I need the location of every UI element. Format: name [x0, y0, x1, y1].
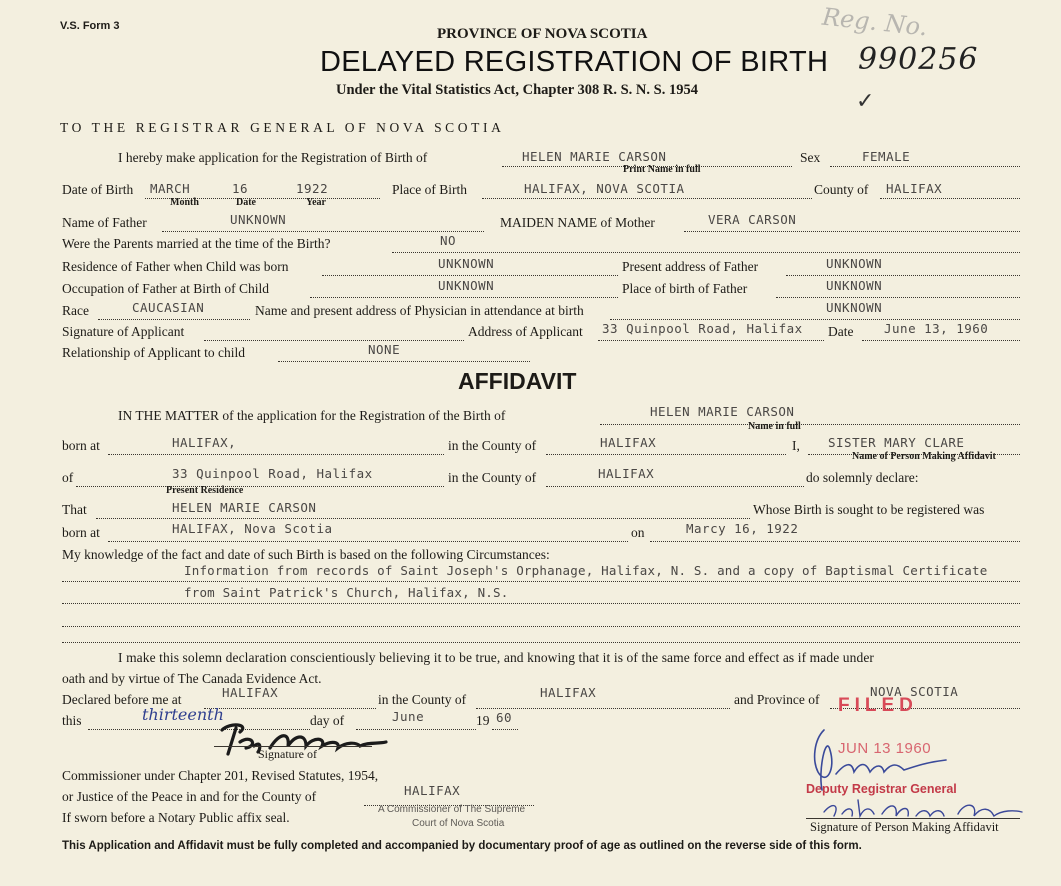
filed-stamp-office: Deputy Registrar General — [806, 782, 957, 796]
born-at2-value: HALIFAX, Nova Scotia — [172, 521, 333, 536]
circumstances-line-2: from Saint Patrick's Church, Halifax, N.S. — [184, 585, 509, 600]
filed-stamp: FILED — [838, 695, 918, 716]
province-label: and Province of — [734, 692, 820, 707]
married-label: Were the Parents married at the time of the Birth? — [62, 236, 331, 251]
applicant-address-value: 33 Quinpool Road, Halifax — [602, 321, 803, 336]
deponent-name: SISTER MARY CLARE — [828, 435, 965, 450]
in-county2-label: in the County of — [448, 470, 537, 485]
in-county-label: in the County of — [448, 438, 537, 453]
province-header: PROVINCE OF NOVA SCOTIA — [437, 26, 648, 42]
signature-applicant-label: Signature of Applicant — [62, 324, 185, 339]
province-value: NOVA SCOTIA — [870, 684, 959, 699]
dob-year-value: 1922 — [296, 181, 329, 196]
month-caption: Month — [170, 197, 199, 208]
addressee: TO THE REGISTRAR GENERAL OF NOVA SCOTIA — [60, 120, 505, 135]
sex-value: FEMALE — [862, 149, 911, 164]
father-present-label: Present address of Father — [622, 259, 759, 274]
solemn-declaration-line-1: I make this solemn declaration conscientiously believing it to be true, and knowing that it is of the same force and effect as if made under — [118, 650, 875, 665]
physician-label: Name and present address of Physician in attendance at birth — [255, 303, 584, 318]
born-at-value: HALIFAX, — [172, 435, 237, 450]
in-county3-value: HALIFAX — [540, 685, 597, 700]
filed-stamp-date: JUN 13 1960 — [838, 740, 932, 757]
month-written-value: June — [392, 709, 425, 724]
form-subtitle: Under the Vital Statistics Act, Chapter 308 R. S. N. S. 1954 — [336, 82, 698, 98]
declare-text: do solemnly declare: — [806, 470, 919, 485]
declared-at-value: HALIFAX — [222, 685, 279, 700]
relationship-label: Relationship of Applicant to child — [62, 345, 245, 360]
child-name-value: HELEN MARIE CARSON — [522, 149, 667, 164]
race-value: CAUCASIAN — [132, 300, 205, 315]
county-label: County of — [814, 182, 869, 197]
place-of-birth-value: HALIFAX, NOVA SCOTIA — [524, 181, 685, 196]
declared-before-label: Declared before me at — [62, 692, 182, 707]
solemn-declaration-line-2: oath and by virtue of The Canada Evidence Act. — [62, 671, 322, 686]
notary-line: If sworn before a Notary Public affix seal. — [62, 810, 290, 825]
of-label: of — [62, 470, 74, 485]
commissioner-stamp-line-2: Court of Nova Scotia — [412, 818, 505, 829]
check-mark-icon: ✓ — [856, 88, 875, 113]
i-label: I, — [792, 438, 800, 453]
year-prefix: 19 — [476, 713, 490, 728]
year-suffix-value: 60 — [496, 710, 513, 725]
date-caption: Date — [236, 197, 256, 208]
married-value: NO — [440, 233, 457, 248]
in-county2-value: HALIFAX — [598, 466, 655, 481]
father-residence-value: UNKNOWN — [438, 256, 495, 271]
dob-label: Date of Birth — [62, 182, 134, 197]
father-birthplace-label: Place of birth of Father — [622, 281, 748, 296]
dob-day-value: 16 — [232, 181, 249, 196]
county-value: HALIFAX — [886, 181, 943, 196]
father-birthplace-value: UNKNOWN — [826, 278, 883, 293]
on-label: on — [631, 525, 645, 540]
knowledge-text: My knowledge of the fact and date of such Birth is based on the following Circumstances: — [62, 547, 550, 562]
this-label: this — [62, 713, 82, 728]
on-date-value: Marcy 16, 1922 — [686, 521, 799, 536]
affidavit-heading: AFFIDAVIT — [458, 368, 577, 394]
affidavit-child-name: HELEN MARIE CARSON — [650, 404, 795, 419]
date-label: Date — [828, 324, 854, 339]
day-of-label: day of — [310, 713, 345, 728]
that-label: That — [62, 502, 87, 517]
commissioner-stamp-line-1: A Commissioner of The Supreme — [378, 804, 526, 815]
matter-text: IN THE MATTER of the application for the Registration of the Birth of — [118, 408, 506, 423]
father-name-label: Name of Father — [62, 215, 147, 230]
year-caption: Year — [306, 197, 326, 208]
sex-label: Sex — [800, 150, 821, 165]
date-value: June 13, 1960 — [884, 321, 989, 336]
race-label: Race — [62, 303, 89, 318]
father-present-value: UNKNOWN — [826, 256, 883, 271]
father-occupation-value: UNKNOWN — [438, 278, 495, 293]
residence-caption: Present Residence — [166, 485, 244, 496]
form-number: V.S. Form 3 — [60, 20, 120, 32]
deponent-signature-label: Signature of Person Making Affidavit — [810, 820, 999, 834]
circumstances-line-1: Information from records of Saint Joseph's Orphanage, Halifax, N. S. and a copy of Baptismal Certificate — [184, 563, 988, 578]
deponent-caption: Name of Person Making Affidavit — [852, 451, 996, 462]
born-at-label: born at — [62, 438, 100, 453]
justice-line: or Justice of the Peace in and for the County of — [62, 789, 317, 804]
print-name-caption: Print Name in full — [623, 164, 701, 175]
in-county-value: HALIFAX — [600, 435, 657, 450]
father-name-value: UNKNOWN — [230, 212, 287, 227]
physician-value: UNKNOWN — [826, 300, 883, 315]
whose-birth-text: Whose Birth is sought to be registered was — [753, 502, 985, 517]
in-county3-label: in the County of — [378, 692, 467, 707]
registration-number: 990256 — [858, 42, 979, 77]
father-occupation-label: Occupation of Father at Birth of Child — [62, 281, 269, 296]
name-in-full-caption: Name in full — [748, 421, 801, 432]
justice-county-value: HALIFAX — [404, 783, 461, 798]
residence-value: 33 Quinpool Road, Halifax — [172, 466, 373, 481]
signature-of-caption: Signature of — [258, 747, 317, 761]
day-written-value: thirteenth — [142, 705, 224, 724]
relationship-value: NONE — [368, 342, 401, 357]
dob-month-value: MARCH — [150, 181, 191, 196]
place-of-birth-label: Place of Birth — [392, 182, 467, 197]
application-intro: I hereby make application for the Registration of Birth of — [118, 150, 428, 165]
born-at2-label: born at — [62, 525, 100, 540]
mother-name-value: VERA CARSON — [708, 212, 797, 227]
reg-no-pencil-mark: Reg. No. — [820, 2, 929, 42]
father-residence-label: Residence of Father when Child was born — [62, 259, 289, 274]
that-name-value: HELEN MARIE CARSON — [172, 500, 317, 515]
commissioner-line: Commissioner under Chapter 201, Revised Statutes, 1954, — [62, 768, 379, 783]
mother-label: MAIDEN NAME of Mother — [500, 215, 655, 230]
footer-note: This Application and Affidavit must be fully completed and accompanied by documentary proof of age as outlined on the reverse side of this form. — [62, 840, 862, 852]
form-title: DELAYED REGISTRATION OF BIRTH — [320, 46, 829, 78]
applicant-address-label: Address of Applicant — [468, 324, 583, 339]
